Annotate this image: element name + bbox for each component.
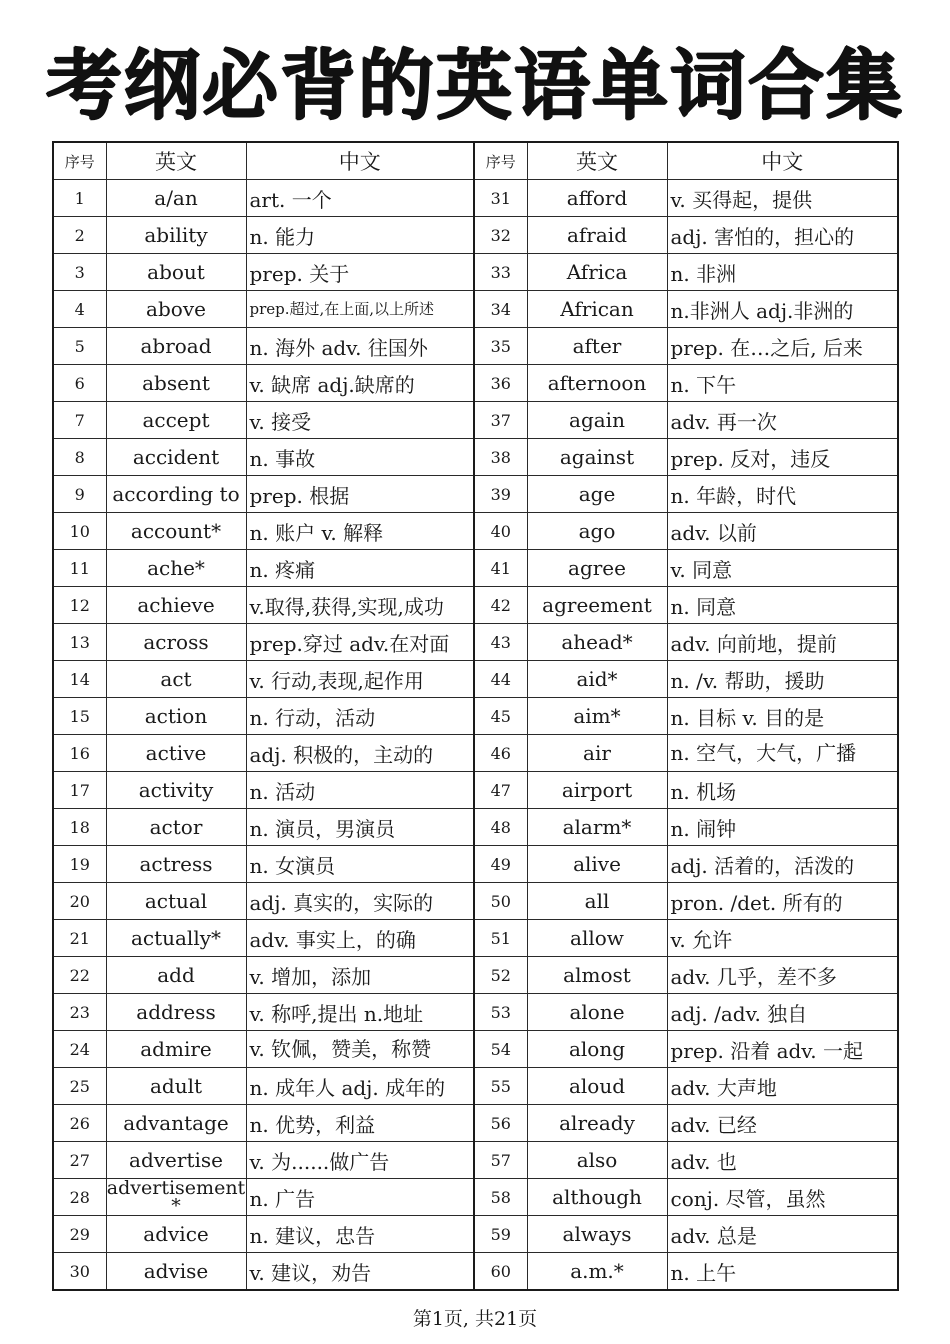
word-number-right: 44 xyxy=(474,661,527,698)
word-english-right: ahead* xyxy=(527,624,667,661)
table-row xyxy=(53,476,898,513)
word-number-left: 29 xyxy=(53,1216,106,1253)
word-chinese-right: adv. 向前地，提前 xyxy=(667,624,898,661)
table-row xyxy=(53,254,898,291)
word-number-right: 37 xyxy=(474,402,527,439)
word-english-left: action xyxy=(106,698,246,735)
word-english-right: alarm* xyxy=(527,809,667,846)
table-row xyxy=(53,846,898,883)
word-chinese-left: prep. 根据 xyxy=(246,476,474,513)
word-number-left: 23 xyxy=(53,994,106,1031)
header-cn-right: 中文 xyxy=(667,142,898,180)
word-chinese-right: prep. 沿着 adv. 一起 xyxy=(667,1031,898,1068)
table-row xyxy=(53,772,898,809)
word-number-left: 11 xyxy=(53,550,106,587)
word-english-right: African xyxy=(527,291,667,328)
word-chinese-right: prep. 反对，违反 xyxy=(667,439,898,476)
word-chinese-right: adv. 再一次 xyxy=(667,402,898,439)
word-number-left: 24 xyxy=(53,1031,106,1068)
word-number-left: 27 xyxy=(53,1142,106,1179)
word-chinese-left: prep.穿过 adv.在对面 xyxy=(246,624,474,661)
word-chinese-left: v.取得,获得,实现,成功 xyxy=(246,587,474,624)
word-chinese-right: n. 目标 v. 目的是 xyxy=(667,698,898,735)
page-footer: 第1页, 共21页 xyxy=(412,1308,538,1330)
table-row xyxy=(53,920,898,957)
word-number-left: 13 xyxy=(53,624,106,661)
word-number-left: 18 xyxy=(53,809,106,846)
word-chinese-left: n. 活动 xyxy=(246,772,474,809)
word-number-left: 3 xyxy=(53,254,106,291)
word-chinese-right: conj. 尽管，虽然 xyxy=(667,1179,898,1216)
header-num-left: 序号 xyxy=(53,142,106,180)
word-chinese-right: n. 年龄，时代 xyxy=(667,476,898,513)
word-chinese-left: n. 行动，活动 xyxy=(246,698,474,735)
word-english-left: advertise xyxy=(106,1142,246,1179)
word-english-right: already xyxy=(527,1105,667,1142)
word-number-right: 40 xyxy=(474,513,527,550)
word-english-left: according to xyxy=(106,476,246,513)
word-english-left: advice xyxy=(106,1216,246,1253)
word-english-left: advantage xyxy=(106,1105,246,1142)
word-english-left: accept xyxy=(106,402,246,439)
word-number-right: 46 xyxy=(474,735,527,772)
word-chinese-right: adj. 活着的，活泼的 xyxy=(667,846,898,883)
word-number-left: 6 xyxy=(53,365,106,402)
word-chinese-right: adv. 总是 xyxy=(667,1216,898,1253)
word-number-right: 50 xyxy=(474,883,527,920)
word-number-left: 8 xyxy=(53,439,106,476)
word-chinese-right: n. 上午 xyxy=(667,1253,898,1291)
word-english-right: ago xyxy=(527,513,667,550)
word-number-left: 10 xyxy=(53,513,106,550)
word-number-right: 41 xyxy=(474,550,527,587)
word-english-left: above xyxy=(106,291,246,328)
table-row xyxy=(53,883,898,920)
word-english-right: aloud xyxy=(527,1068,667,1105)
word-number-right: 38 xyxy=(474,439,527,476)
word-english-left: admire xyxy=(106,1031,246,1068)
word-english-right: although xyxy=(527,1179,667,1216)
word-english-right: agreement xyxy=(527,587,667,624)
word-chinese-right: adj. /adv. 独自 xyxy=(667,994,898,1031)
word-english-left: adult xyxy=(106,1068,246,1105)
word-chinese-left: prep. 关于 xyxy=(246,254,474,291)
word-number-left: 2 xyxy=(53,217,106,254)
header-num-right: 序号 xyxy=(474,142,527,180)
word-number-left: 1 xyxy=(53,180,106,217)
table-row xyxy=(53,513,898,550)
word-chinese-right: n. 机场 xyxy=(667,772,898,809)
table-header-row xyxy=(53,142,898,180)
table-row xyxy=(53,994,898,1031)
word-chinese-left: v. 为......做广告 xyxy=(246,1142,474,1179)
word-english-right: a.m.* xyxy=(527,1253,667,1291)
word-english-right: afternoon xyxy=(527,365,667,402)
word-english-right: Africa xyxy=(527,254,667,291)
word-english-right: agree xyxy=(527,550,667,587)
word-chinese-right: v. 允许 xyxy=(667,920,898,957)
table-row xyxy=(53,1253,898,1291)
word-english-right: alone xyxy=(527,994,667,1031)
word-english-left: advertisement* xyxy=(106,1178,246,1216)
word-number-right: 48 xyxy=(474,809,527,846)
word-number-right: 36 xyxy=(474,365,527,402)
word-number-right: 33 xyxy=(474,254,527,291)
word-chinese-right: n.非洲人 adj.非洲的 xyxy=(667,291,898,328)
word-number-right: 57 xyxy=(474,1142,527,1179)
word-english-left: accident xyxy=(106,439,246,476)
word-english-right: age xyxy=(527,476,667,513)
word-number-left: 25 xyxy=(53,1068,106,1105)
word-chinese-left: v. 称呼,提出 n.地址 xyxy=(246,994,474,1031)
word-number-left: 26 xyxy=(53,1105,106,1142)
word-number-right: 60 xyxy=(474,1253,527,1291)
word-chinese-left: n. 优势，利益 xyxy=(246,1105,474,1142)
word-chinese-left: v. 增加，添加 xyxy=(246,957,474,994)
word-chinese-right: n. 空气，大气，广播 xyxy=(667,735,898,772)
word-english-left: account* xyxy=(106,513,246,550)
word-chinese-right: n. /v. 帮助，援助 xyxy=(667,661,898,698)
vocab-table xyxy=(52,141,899,1291)
word-english-right: aid* xyxy=(527,661,667,698)
word-english-left: about xyxy=(106,254,246,291)
word-number-left: 22 xyxy=(53,957,106,994)
table-row xyxy=(53,735,898,772)
word-chinese-right: v. 同意 xyxy=(667,550,898,587)
word-number-left: 14 xyxy=(53,661,106,698)
table-row xyxy=(53,698,898,735)
word-chinese-right: adv. 也 xyxy=(667,1142,898,1179)
word-chinese-left: n. 能力 xyxy=(246,217,474,254)
word-number-right: 43 xyxy=(474,624,527,661)
word-number-right: 32 xyxy=(474,217,527,254)
table-row xyxy=(53,1068,898,1105)
word-english-left: actress xyxy=(106,846,246,883)
table-row xyxy=(53,1179,898,1216)
word-english-right: almost xyxy=(527,957,667,994)
word-english-right: all xyxy=(527,883,667,920)
word-english-right: aim* xyxy=(527,698,667,735)
table-row xyxy=(53,661,898,698)
word-english-right: alive xyxy=(527,846,667,883)
word-chinese-left: v. 建议，劝告 xyxy=(246,1253,474,1291)
word-chinese-right: adv. 大声地 xyxy=(667,1068,898,1105)
word-chinese-left: n. 广告 xyxy=(246,1179,474,1216)
word-english-right: afford xyxy=(527,180,667,217)
header-en-right: 英文 xyxy=(527,142,667,180)
word-english-right: airport xyxy=(527,772,667,809)
word-number-right: 54 xyxy=(474,1031,527,1068)
table-row xyxy=(53,1105,898,1142)
word-english-left: ability xyxy=(106,217,246,254)
word-chinese-left: n. 女演员 xyxy=(246,846,474,883)
table-row xyxy=(53,1031,898,1068)
word-english-right: against xyxy=(527,439,667,476)
word-english-left: across xyxy=(106,624,246,661)
word-english-left: actual xyxy=(106,883,246,920)
word-chinese-right: adv. 以前 xyxy=(667,513,898,550)
word-number-right: 34 xyxy=(474,291,527,328)
word-english-right: air xyxy=(527,735,667,772)
word-number-right: 39 xyxy=(474,476,527,513)
table-row xyxy=(53,439,898,476)
word-english-left: achieve xyxy=(106,587,246,624)
word-number-right: 52 xyxy=(474,957,527,994)
word-number-left: 12 xyxy=(53,587,106,624)
word-english-left: absent xyxy=(106,365,246,402)
word-chinese-left: n. 建议，忠告 xyxy=(246,1216,474,1253)
table-row xyxy=(53,550,898,587)
word-chinese-left: n. 成年人 adj. 成年的 xyxy=(246,1068,474,1105)
word-chinese-right: adv. 已经 xyxy=(667,1105,898,1142)
word-chinese-left: n. 事故 xyxy=(246,439,474,476)
header-cn-left: 中文 xyxy=(246,142,474,180)
table-row xyxy=(53,957,898,994)
header-en-left: 英文 xyxy=(106,142,246,180)
word-chinese-left: v. 缺席 adj.缺席的 xyxy=(246,365,474,402)
word-chinese-left: prep.超过,在上面,以上所述 xyxy=(246,291,474,328)
word-english-left: ache* xyxy=(106,550,246,587)
word-number-right: 56 xyxy=(474,1105,527,1142)
word-chinese-right: adv. 几乎，差不多 xyxy=(667,957,898,994)
table-row xyxy=(53,624,898,661)
word-english-left: act xyxy=(106,661,246,698)
word-english-right: after xyxy=(527,328,667,365)
word-chinese-left: adv. 事实上，的确 xyxy=(246,920,474,957)
word-number-right: 47 xyxy=(474,772,527,809)
word-chinese-left: n. 海外 adv. 往国外 xyxy=(246,328,474,365)
word-number-right: 55 xyxy=(474,1068,527,1105)
word-english-left: address xyxy=(106,994,246,1031)
word-number-right: 31 xyxy=(474,180,527,217)
word-chinese-right: pron. /det. 所有的 xyxy=(667,883,898,920)
word-number-left: 5 xyxy=(53,328,106,365)
table-row xyxy=(53,217,898,254)
word-chinese-left: n. 演员，男演员 xyxy=(246,809,474,846)
word-chinese-right: n. 同意 xyxy=(667,587,898,624)
word-number-left: 17 xyxy=(53,772,106,809)
word-english-left: actor xyxy=(106,809,246,846)
table-row xyxy=(53,1142,898,1179)
table-row xyxy=(53,1216,898,1253)
page-title: 考纲必背的英语单词合集 xyxy=(46,41,904,130)
table-row xyxy=(53,402,898,439)
table-row xyxy=(53,809,898,846)
word-english-left: a/an xyxy=(106,180,246,217)
word-chinese-left: adj. 真实的，实际的 xyxy=(246,883,474,920)
word-chinese-left: n. 疼痛 xyxy=(246,550,474,587)
table-row xyxy=(53,587,898,624)
table-row xyxy=(53,328,898,365)
vocab-body xyxy=(53,180,898,1291)
word-english-right: allow xyxy=(527,920,667,957)
word-english-right: always xyxy=(527,1216,667,1253)
word-number-left: 30 xyxy=(53,1253,106,1291)
word-number-left: 16 xyxy=(53,735,106,772)
word-english-left: active xyxy=(106,735,246,772)
word-chinese-left: adj. 积极的，主动的 xyxy=(246,735,474,772)
word-number-left: 4 xyxy=(53,291,106,328)
word-number-right: 53 xyxy=(474,994,527,1031)
word-english-left: activity xyxy=(106,772,246,809)
word-english-right: again xyxy=(527,402,667,439)
word-chinese-right: n. 下午 xyxy=(667,365,898,402)
word-number-right: 35 xyxy=(474,328,527,365)
word-chinese-left: n. 账户 v. 解释 xyxy=(246,513,474,550)
word-english-left: actually* xyxy=(106,920,246,957)
word-number-right: 58 xyxy=(474,1179,527,1216)
word-chinese-right: prep. 在…之后, 后来 xyxy=(667,328,898,365)
word-number-right: 49 xyxy=(474,846,527,883)
word-english-right: also xyxy=(527,1142,667,1179)
word-english-left: advise xyxy=(106,1253,246,1291)
word-chinese-left: v. 行动,表现,起作用 xyxy=(246,661,474,698)
word-number-right: 59 xyxy=(474,1216,527,1253)
word-number-right: 45 xyxy=(474,698,527,735)
word-chinese-right: adj. 害怕的，担心的 xyxy=(667,217,898,254)
word-number-left: 9 xyxy=(53,476,106,513)
word-chinese-left: v. 接受 xyxy=(246,402,474,439)
word-chinese-right: n. 非洲 xyxy=(667,254,898,291)
word-english-left: add xyxy=(106,957,246,994)
word-chinese-right: n. 闹钟 xyxy=(667,809,898,846)
word-chinese-left: v. 钦佩，赞美，称赞 xyxy=(246,1031,474,1068)
table-row xyxy=(53,291,898,328)
word-number-left: 28 xyxy=(53,1179,106,1216)
word-number-left: 21 xyxy=(53,920,106,957)
word-number-left: 7 xyxy=(53,402,106,439)
word-number-right: 42 xyxy=(474,587,527,624)
word-chinese-right: v. 买得起，提供 xyxy=(667,180,898,217)
table-row xyxy=(53,180,898,217)
table-row xyxy=(53,365,898,402)
word-english-right: along xyxy=(527,1031,667,1068)
word-english-left: abroad xyxy=(106,328,246,365)
word-english-right: afraid xyxy=(527,217,667,254)
word-number-left: 20 xyxy=(53,883,106,920)
word-number-right: 51 xyxy=(474,920,527,957)
word-number-left: 19 xyxy=(53,846,106,883)
word-chinese-left: art. 一个 xyxy=(246,180,474,217)
word-number-left: 15 xyxy=(53,698,106,735)
